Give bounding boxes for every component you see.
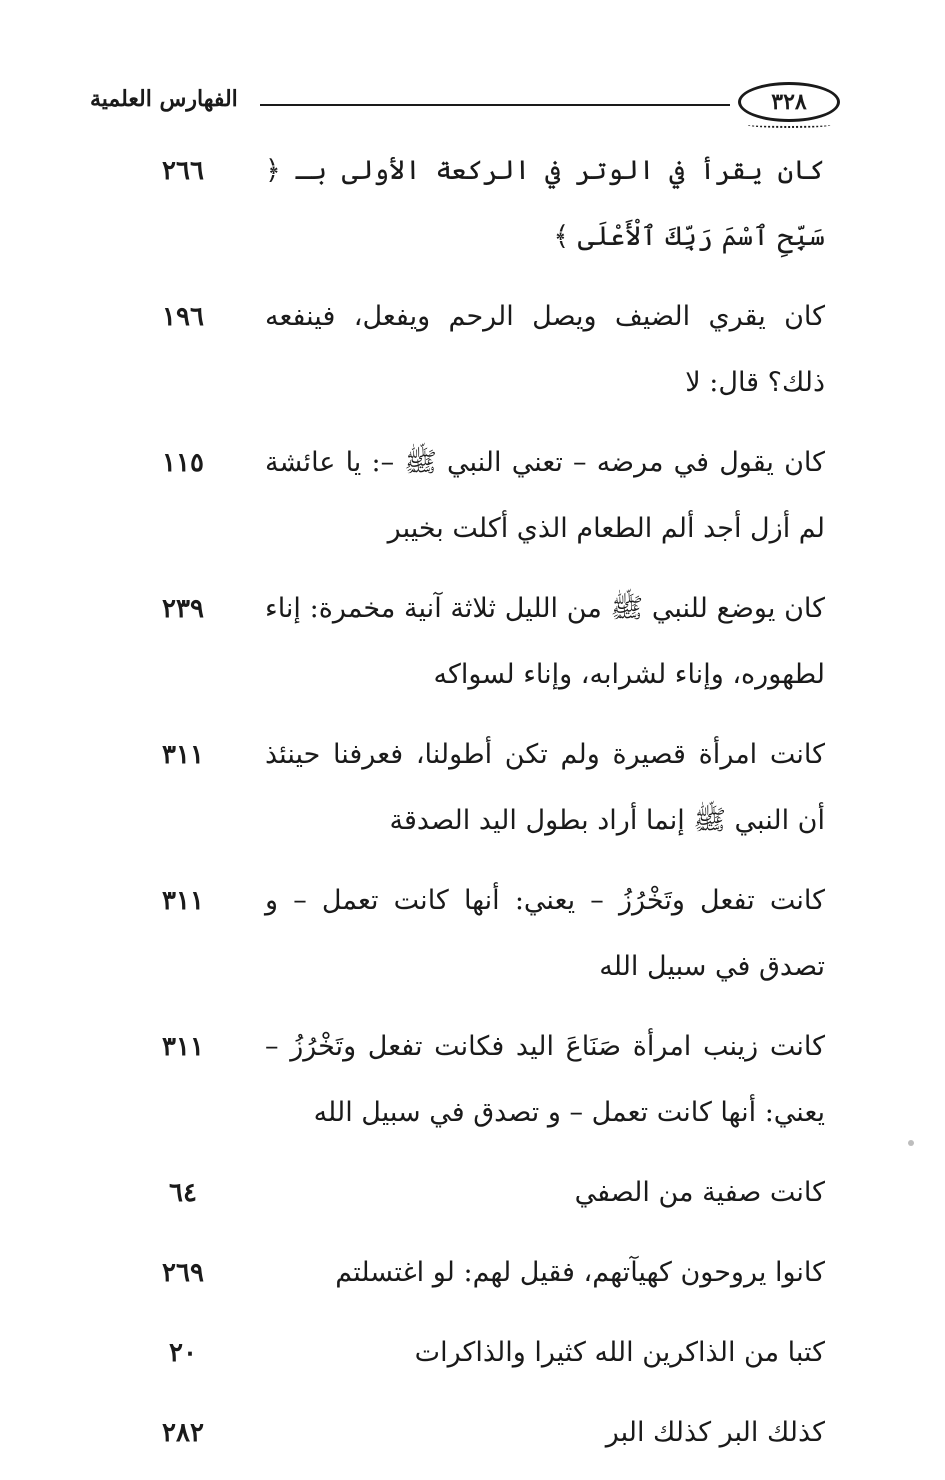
- entry-text: كان يقول في مرضه – تعني النبي ﷺ –: يا عائشة لم أزل أجد ألم الطعام الذي أكلت بخيبر: [265, 447, 825, 544]
- entry-page-number: ٦٤: [169, 1178, 197, 1208]
- index-entry: [0, 1160, 945, 1226]
- entry-text: كانت صفية من الصفي: [574, 1177, 825, 1208]
- page-number: ٣٢٨: [771, 89, 807, 115]
- entry-text: كانت امرأة قصيرة ولم تكن أطولنا، فعرفنا حينئذ أن النبي ﷺ إنما أراد بطول اليد الصدقة: [265, 739, 825, 836]
- entry-text: كتبا من الذاكرين الله كثيرا والذاكرات: [414, 1337, 825, 1368]
- entry-text: كانوا يروحون كهيآتهم، فقيل لهم: لو اغتسلتم: [335, 1257, 825, 1288]
- index-entries: [0, 138, 945, 1480]
- index-entry: [0, 1320, 945, 1386]
- entry-page-number: ٢٦٩: [162, 1258, 204, 1288]
- entry-page-number: ١١٥: [162, 448, 204, 478]
- page-number-badge: [738, 82, 840, 122]
- section-title: الفهارس العلمية: [90, 86, 238, 112]
- index-entry: [0, 430, 945, 562]
- header-rule: [260, 104, 730, 106]
- index-entry: [0, 1400, 945, 1466]
- page-header: [90, 78, 850, 128]
- entry-page-number: ٢٣٩: [162, 594, 204, 624]
- entry-page-number: ٢٠: [169, 1338, 197, 1368]
- entry-text: كان يقري الضيف ويصل الرحم ويفعل، فينفعه ذلك؟ قال: لا: [265, 301, 825, 398]
- entry-text: كذلك البر كذلك البر: [605, 1417, 825, 1448]
- entry-page-number: ٢٦٦: [162, 156, 204, 186]
- scan-speck: [908, 1140, 914, 1146]
- entry-text: كانت زينب امرأة صَنَاعَ اليد فكانت تفعل وتَخْرُزُ – يعني: أنها كانت تعمل – و تصدق في سبيل الله: [265, 1031, 825, 1128]
- entry-page-number: ٣١١: [162, 740, 204, 770]
- index-entry: [0, 576, 945, 708]
- entry-text: كان يوضع للنبي ﷺ من الليل ثلاثة آنية مخمرة: إناء لطهوره، وإناء لشرابه، وإناء لسواكه: [265, 593, 825, 690]
- index-entry: [0, 284, 945, 416]
- entry-text: كانت تفعل وتَخْرُزُ – يعني: أنها كانت تعمل – و تصدق في سبيل الله: [265, 885, 825, 982]
- entry-page-number: ٢٨٢: [162, 1418, 204, 1448]
- index-entry: [0, 1240, 945, 1306]
- index-entry: [0, 868, 945, 1000]
- entry-page-number: ٣١١: [162, 886, 204, 916]
- entry-page-number: ١٩٦: [162, 302, 204, 332]
- index-entry: [0, 1014, 945, 1146]
- index-entry: [0, 722, 945, 854]
- entry-text: كان يقرأ في الوتر في الركعة الأولى بـ ﴿ سَبِّحِ ٱسْمَ رَبِّكَ ٱلْأَعْلَى ﴾: [265, 155, 825, 252]
- entry-page-number: ٣١١: [162, 1032, 204, 1062]
- index-entry: [0, 138, 945, 270]
